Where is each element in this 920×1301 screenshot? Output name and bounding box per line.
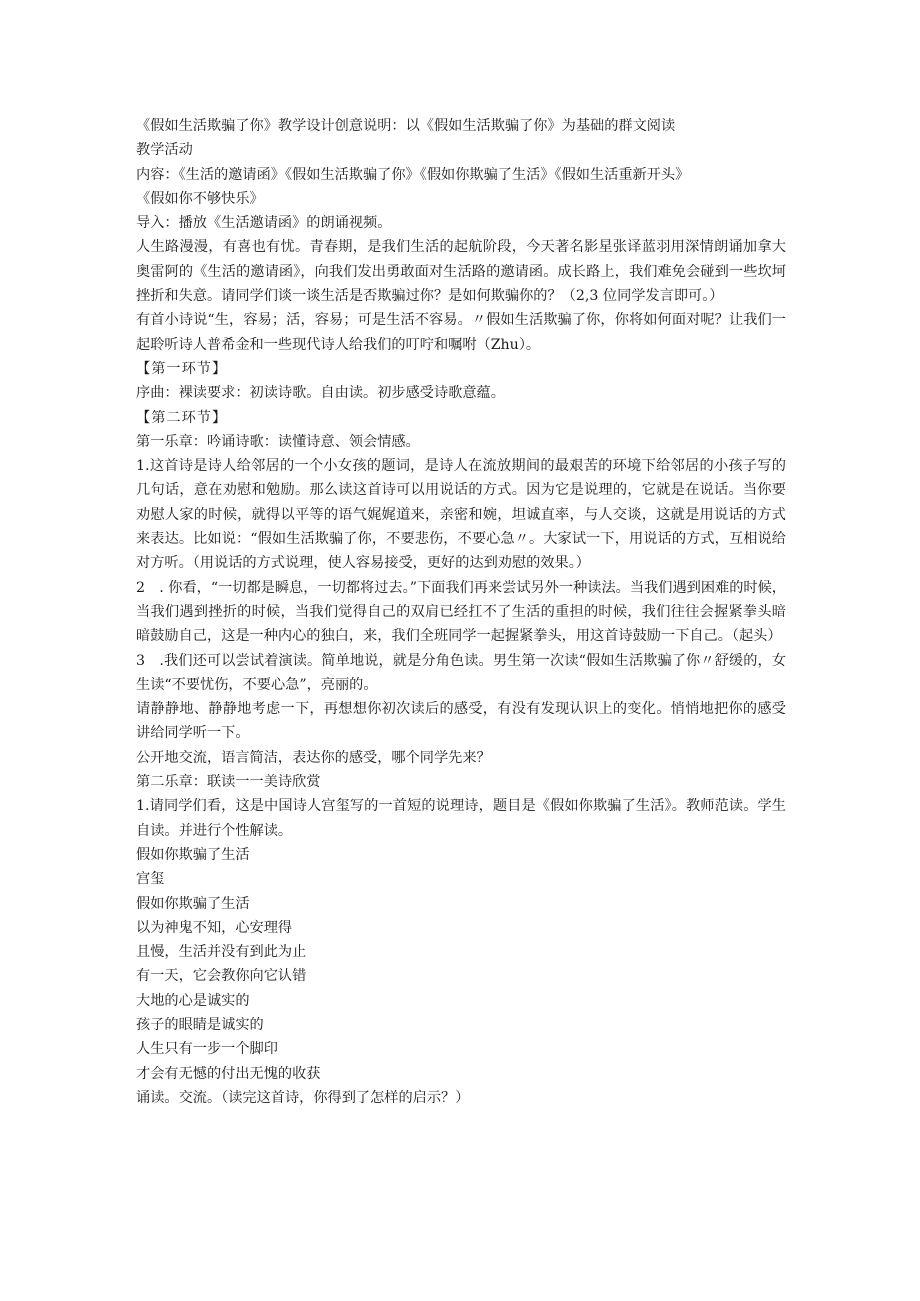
intro-heading: 导入：播放《生活邀请函》的朗诵视频。 xyxy=(136,215,392,232)
document-page xyxy=(136,114,786,1110)
poem-line: 大地的心是诚实的 xyxy=(136,992,250,1009)
section-one-text: 序曲：裸读要求：初读诗歌。自由读。初步感受诗歌意蕴。 xyxy=(136,385,505,402)
poem-line: 孩子的眼睛是诚实的 xyxy=(136,1016,264,1033)
chapter-two-title: 第二乐章：联读一一美诗欣赏 xyxy=(136,774,321,791)
item-three-paragraph: 3 .我们还可以尝试着演读。简单地说，就是分角色读。男生第一次读“假如生活欺骗了你〃舒缓的，女生读“不要忧伤，不要心急”，亮丽的。 xyxy=(136,652,786,693)
share-line: 公开地交流，语言简洁，表达你的感受，哪个同学先来？ xyxy=(136,749,491,766)
poem-quote-paragraph: 有首小诗说“生，容易；活，容易；可是生活不容易。〃假如生活欺骗了你，你将如何面对呢？让我们一起聆听诗人普希金和一些现代诗人给我们的叮咛和嘱咐（Zhu）。 xyxy=(136,312,786,353)
poem-title: 假如你欺骗了生活 xyxy=(136,846,250,863)
content-list: 内容：《生活的邀请函》《假如生活欺骗了你》《假如你欺骗了生活》《假如生活重新开头》 xyxy=(136,166,690,183)
poem-line: 以为神鬼不知，心安理得 xyxy=(136,919,293,936)
section-two-heading: 【第二环节】 xyxy=(136,409,228,426)
poem-line: 人生只有一步一个脚印 xyxy=(136,1041,278,1058)
intro-paragraph: 人生路漫漫，有喜也有忧。青春期，是我们生活的起航阶段，今天著名影星张译蓝羽用深情朗诵加拿大奥雷阿的《生活的邀请函》，向我们发出勇敢面对生活路的邀请函。成长路上，我们难免会碰到一些坎坷挫折和失意。请同学们谈一谈生活是否欺骗过你？是如何欺骗你的？（2,3 位同学发言即可。） xyxy=(136,239,786,305)
poem-line: 有一天，它会教你向它认错 xyxy=(136,968,307,985)
item-one-paragraph: 1.这首诗是诗人给邻居的一个小女孩的题词，是诗人在流放期间的最艰苦的环境下给邻居的小孩子写的几句话，意在劝慰和勉励。那么读这首诗可以用说话的方式。因为它是说理的，它就是在说话。当你要劝慰人家的时候，就得以平等的语气娓娓道来，亲密和婉，坦诚直率，与人交谈，这就是用说话的方式来表达。比如说：“假如生活欺骗了你，不要悲伤，不要心急〃。大家试一下，用说话的方式，互相说给对方听。（用说话的方式说理，使人容易接受，更好的达到劝慰的效果。） xyxy=(136,458,786,572)
poem-author: 宫玺 xyxy=(136,871,165,888)
reflection-paragraph: 请静静地、静静地考虑一下，再想想你初次读后的感受，有没有发现认识上的变化。悄悄地把你的感受讲给同学听一下。 xyxy=(136,701,786,742)
content-list-continued: 《假如你不够快乐》 xyxy=(136,190,264,207)
poem-line: 假如你欺骗了生活 xyxy=(136,895,250,912)
doc-title: 《假如生活欺骗了你》教学设计创意说明：以《假如生活欺骗了你》为基础的群文阅读 xyxy=(136,118,676,134)
chapter-one-title: 第一乐章：吟诵诗歌：读懂诗意、领会情感。 xyxy=(136,433,420,450)
poem-line: 且慢，生活并没有到此为止 xyxy=(136,944,307,961)
closing-line: 诵读。交流。（读完这首诗，你得到了怎样的启示？） xyxy=(136,1089,470,1106)
poem-line: 才会有无憾的付出无愧的收获 xyxy=(136,1065,321,1082)
chapter-two-item-one: 1.请同学们看，这是中国诗人宫玺写的一首短的说理诗，题目是《假如你欺骗了生活》。教师范读。学生自读。并进行个性解读。 xyxy=(136,798,786,839)
section-one-heading: 【第一环节】 xyxy=(136,360,228,377)
doc-title-continued: 教学活动 xyxy=(136,142,193,159)
item-two-paragraph: 2 . 你看，“一切都是瞬息，一切都将过去。”下面我们再来尝试另外一种读法。当我们遇到困难的时候，当我们遇到挫折的时候，当我们觉得自己的双肩已经扛不了生活的重担的时候，我们往往会握紧拳头暗暗鼓励自己，这是一种内心的独白，来，我们全班同学一起握紧拳头，用这首诗鼓励一下自己。（起头） xyxy=(136,579,786,645)
